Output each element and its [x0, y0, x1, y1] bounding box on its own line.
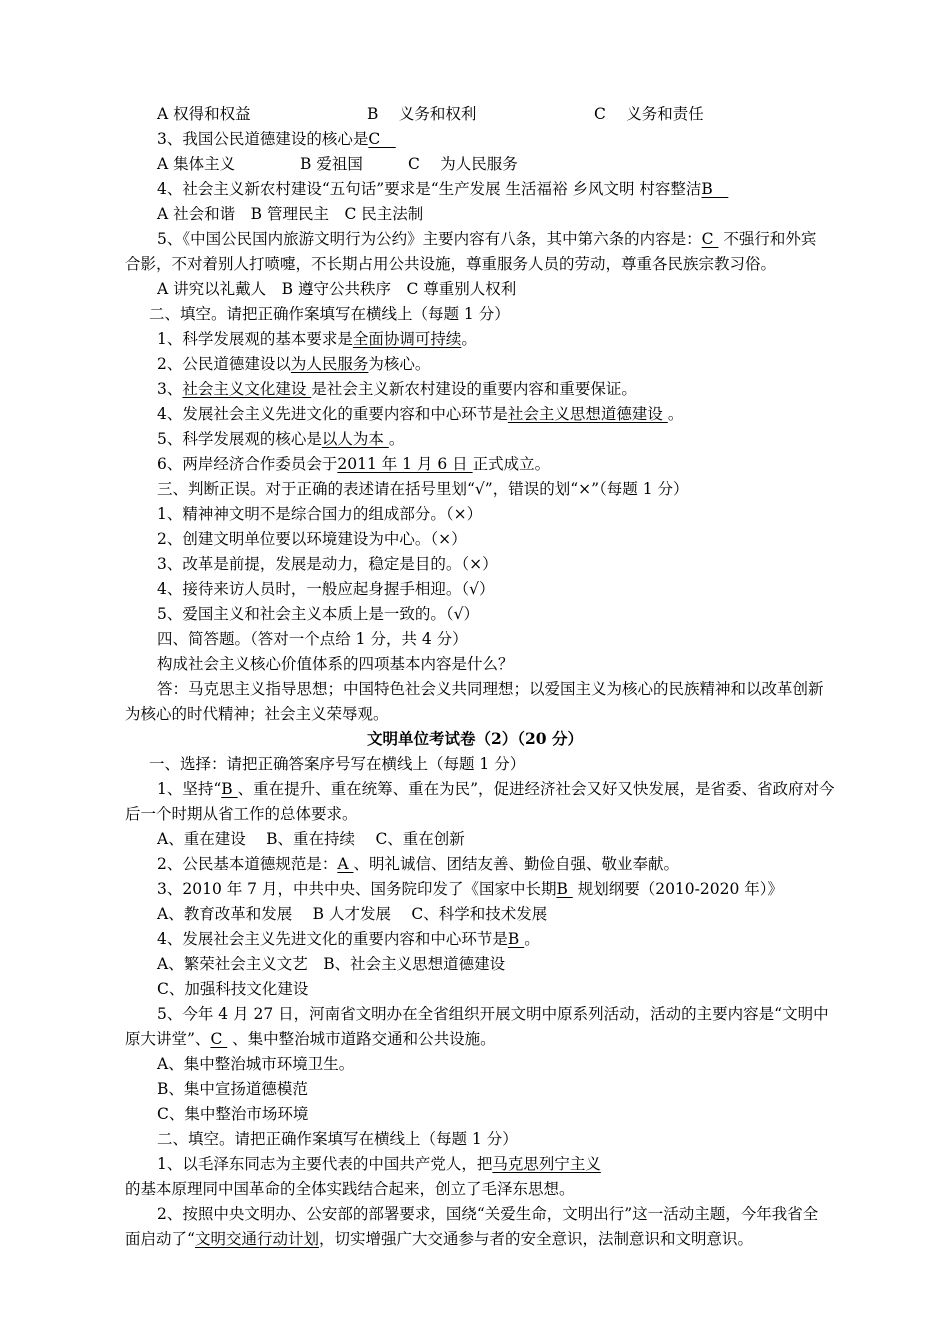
text-line — [0, 503, 950, 525]
text-line — [0, 878, 950, 900]
text-segment: A 权得和权益 — [157, 105, 251, 123]
text-line — [0, 478, 950, 500]
text-segment: 一、选择：请把正确答案序号写在横线上（每题 1 分） — [149, 755, 526, 773]
answer-blank: 为人民服务 — [290, 355, 369, 373]
text-segment: 为核心的时代精神；社会主义荣辱观。 — [125, 705, 389, 723]
text-line — [0, 953, 950, 975]
text-segment: 的基本原理同中国革命的全体实践结合起来，创立了毛泽东思想。 — [125, 1180, 575, 1198]
text-segment: 、明礼诚信、团结友善、勤俭自强、敬业奉献。 — [353, 855, 680, 873]
text-segment: 5、爱国主义和社会主义本质上是一致的。（√） — [157, 605, 479, 623]
text-line — [0, 203, 950, 225]
text-segment: 原大讲堂”、 — [125, 1030, 211, 1048]
text-line — [0, 928, 950, 950]
answer-blank: 马克思列宁主义 — [492, 1155, 601, 1173]
text-line — [0, 378, 950, 400]
answer-blank: C — [368, 130, 396, 148]
text-segment: 6、两岸经济合作委员会于 — [157, 455, 338, 473]
text-line — [0, 453, 950, 475]
text-line — [0, 228, 950, 250]
text-segment: 。 — [667, 405, 684, 423]
text-line — [0, 853, 950, 875]
answer-blank: 社会主义文化建设 — [182, 380, 312, 398]
answer-blank: B — [556, 880, 573, 898]
text-segment: 3、我国公民道德建设的核心是 — [157, 130, 369, 148]
text-line — [0, 978, 950, 1000]
text-segment: A 集体主义 — [157, 155, 236, 173]
text-segment: 答：马克思主义指导思想；中国特色社会义共同理想；以爱国主义为核心的民族精神和以改革创新 — [157, 680, 824, 698]
text-line — [0, 1153, 950, 1175]
answer-blank: B — [701, 180, 729, 198]
text-segment: 2、公民道德建设以 — [157, 355, 291, 373]
text-segment: C 义务和责任 — [594, 105, 704, 123]
text-segment: 、集中整治城市道路交通和公共设施。 — [227, 1030, 496, 1048]
text-segment: C、加强科技文化建设 — [157, 980, 309, 998]
answer-blank: B — [507, 930, 525, 948]
text-line — [0, 278, 950, 300]
text-line — [0, 1078, 950, 1100]
text-segment: B 义务和权利 — [367, 105, 477, 123]
text-line — [0, 678, 950, 700]
section-title — [0, 728, 950, 750]
text-segment: 3、改革是前提，发展是动力，稳定是目的。（×） — [157, 555, 498, 573]
text-segment: 二、填空。请把正确作案填写在横线上（每题 1 分） — [157, 1130, 518, 1148]
text-segment: A、重在建设 B、重在持续 C、重在创新 — [157, 830, 465, 848]
text-segment: 后一个时期从省工作的总体要求。 — [125, 805, 358, 823]
text-line — [0, 128, 950, 150]
text-segment: 3、2010 年 7 月，中共中央、国务院印发了《国家中长期 — [157, 880, 557, 898]
text-segment: 1、以毛泽东同志为主要代表的中国共产党人，把 — [157, 1155, 493, 1173]
text-line — [0, 1103, 950, 1125]
text-line — [0, 253, 950, 275]
text-segment: 5、今年 4 月 27 日，河南省文明办在全省组织开展文明中原系列活动，活动的主要内容是“文明中 — [157, 1005, 829, 1023]
text-segment: 4、接待来访人员时，一般应起身握手相迎。（√） — [157, 580, 495, 598]
text-segment: A 讲究以礼戴人 B 遵守公共秩序 C 尊重别人权利 — [157, 280, 517, 298]
answer-blank: 文明交通行动计划 — [194, 1230, 319, 1248]
answer-blank: 社会主义思想道德建设 — [507, 405, 668, 423]
text-line — [0, 403, 950, 425]
text-segment: 二、填空。请把正确作案填写在横线上（每题 1 分） — [149, 305, 510, 323]
text-segment: A 社会和谐 B 管理民主 C 民主法制 — [157, 205, 424, 223]
text-segment: 5、科学发展观的核心是 — [157, 430, 322, 448]
text-segment: 5、《中国公民国内旅游文明行为公约》主要内容有八条，其中第六条的内容是： — [157, 230, 702, 248]
text-segment: 三、判断正误。对于正确的表述请在括号里划“√”，错误的划“×”（每题 1 分） — [157, 480, 689, 498]
text-segment: 3、 — [157, 380, 183, 398]
answer-blank: 全面协调可持续 — [352, 330, 462, 348]
text-line — [0, 628, 950, 650]
text-segment: 1、科学发展观的基本要求是 — [157, 330, 353, 348]
answer-blank: 以人为本 — [321, 430, 389, 448]
text-segment: 1、精神神文明不是综合国力的组成部分。（×） — [157, 505, 483, 523]
answer-blank: C — [210, 1030, 228, 1048]
text-segment: 、重在提升、重在统筹、重在为民”，促进经济社会又好又快发展，是省委、省政府对今 — [237, 780, 835, 798]
text-segment: 文明单位考试卷（2）（20 分） — [366, 729, 583, 748]
text-line — [0, 1228, 950, 1250]
text-segment: 4、社会主义新农村建设“五句话”要求是“生产发展 生活福裕 乡风文明 村容整洁 — [157, 180, 702, 198]
text-segment: ，切实增强广大交通参与者的安全意识，法制意识和文明意识。 — [318, 1230, 753, 1248]
text-segment: 4、发展社会主义先进文化的重要内容和中心环节是 — [157, 405, 508, 423]
text-segment: 正式成立。 — [472, 455, 551, 473]
text-segment: C 为人民服务 — [408, 155, 518, 173]
text-line — [0, 703, 950, 725]
text-segment: 。 — [461, 330, 477, 348]
text-line — [0, 1028, 950, 1050]
text-segment: 4、发展社会主义先进文化的重要内容和中心环节是 — [157, 930, 508, 948]
text-line — [0, 1128, 950, 1150]
text-line — [0, 778, 950, 800]
text-line — [0, 328, 950, 350]
text-line — [0, 528, 950, 550]
text-segment: C、集中整治市场环境 — [157, 1105, 309, 1123]
text-segment: 为核心。 — [368, 355, 431, 373]
text-segment: B、集中宣扬道德模范 — [157, 1080, 308, 1098]
text-line — [0, 303, 950, 325]
text-line — [0, 1003, 950, 1025]
text-segment: 2、公民基本道德规范是： — [157, 855, 338, 873]
text-segment: 面启动了“ — [125, 1230, 195, 1248]
text-line — [0, 653, 950, 675]
text-line — [0, 353, 950, 375]
text-segment: 2、创建文明单位要以环境建设为中心。（×） — [157, 530, 467, 548]
text-line — [0, 553, 950, 575]
text-segment: 。 — [524, 930, 540, 948]
text-segment: 合影，不对着别人打喷嚏，不长期占用公共设施，尊重服务人员的劳动，尊重各民族宗教习俗。 — [125, 255, 777, 273]
text-segment: 。 — [388, 430, 405, 448]
answer-blank: A — [337, 855, 354, 873]
text-segment: A、教育改革和发展 B 人才发展 C、科学和技术发展 — [157, 905, 548, 923]
text-line — [0, 578, 950, 600]
text-segment: A、繁荣社会主义文艺 B、社会主义思想道德建设 — [157, 955, 506, 973]
text-line — [0, 428, 950, 450]
text-line — [0, 803, 950, 825]
text-line — [0, 1203, 950, 1225]
text-segment: 是社会主义新农村建设的重要内容和重要保证。 — [311, 380, 637, 398]
text-segment: 1、坚持“ — [157, 780, 222, 798]
answer-blank: C — [701, 230, 719, 248]
text-line — [0, 753, 950, 775]
answer-blank: 2011 年 1 月 6 日 — [337, 455, 473, 473]
text-line — [0, 178, 950, 200]
text-segment: 不强行和外宾 — [718, 230, 817, 248]
text-segment: 2、按照中央文明办、公安部的部署要求，国绕“关爱生命，文明出行”这一活动主题，今年我省全 — [157, 1205, 819, 1223]
text-line — [0, 828, 950, 850]
text-segment: 规划纲要（2010-2020 年）》 — [572, 880, 784, 898]
text-segment: 四、简答题。（答对一个点给 1 分，共 4 分） — [157, 630, 468, 648]
text-segment: A、集中整治城市环境卫生。 — [157, 1055, 355, 1073]
text-line — [0, 1178, 950, 1200]
answer-blank: B — [221, 780, 238, 798]
text-segment: B 爱祖国 — [300, 155, 363, 173]
text-segment: 构成社会主义核心价值体系的四项基本内容是什么？ — [157, 655, 514, 673]
text-line — [0, 603, 950, 625]
text-line — [0, 1053, 950, 1075]
text-line — [0, 903, 950, 925]
